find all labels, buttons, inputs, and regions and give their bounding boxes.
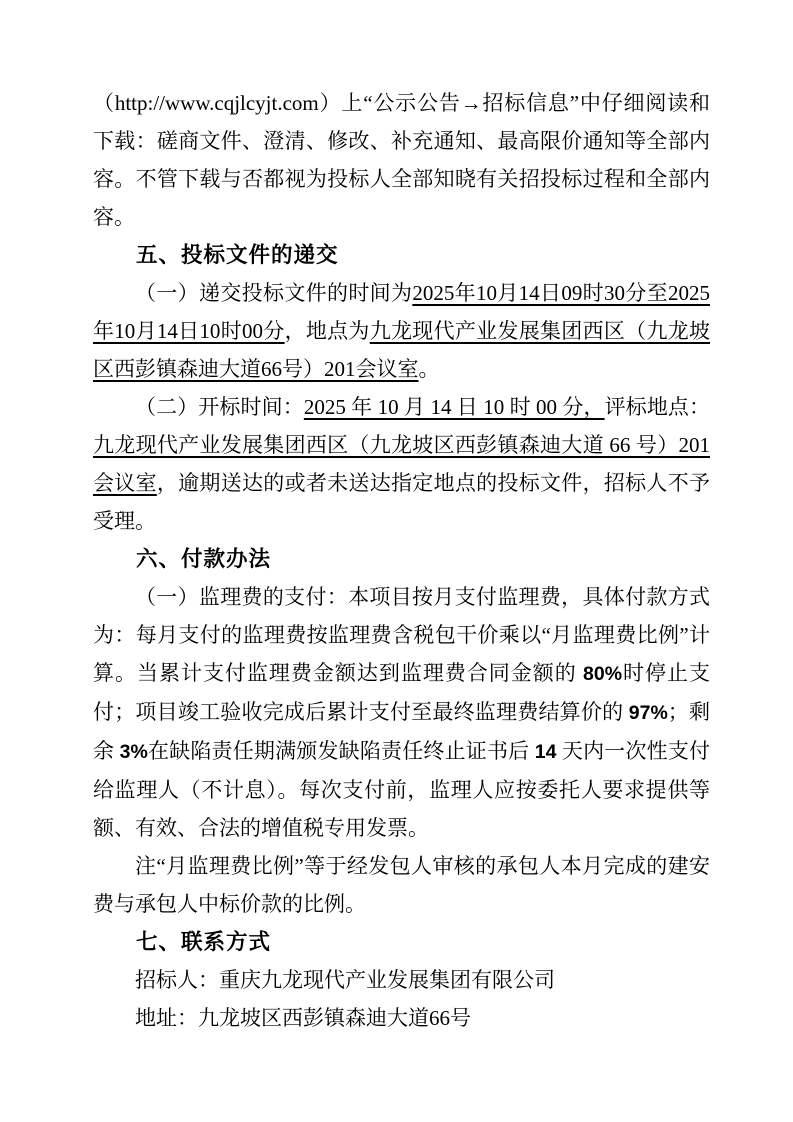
text-run: 天内一次性支付给监理人（不计息）。每次支付前，监理人应按委托人要求提供等额、有效、合法的增值税专用发票。 — [93, 739, 711, 840]
text-run: 注“月监理费比例”等于经发包人审核的承包人本月完成的建安费与承包人中标价款的比例。 — [93, 854, 710, 916]
text-run: ，地点为 — [284, 319, 370, 343]
paragraph — [93, 961, 710, 999]
text-run: 14 — [534, 741, 557, 763]
text-run: 地址：九龙坡区西彭镇森迪大道66号 — [135, 1006, 471, 1030]
text-run: （http://www.cqjlcyjt.com）上“公示公告→招标信息”中仔细阅读和下载：磋商文件、澄清、修改、补充通知、最高限价通知等全部内容。不管下载与否都视为投标人全部知晓有关招投标过程和全部内容。 — [93, 91, 710, 229]
paragraph — [93, 999, 710, 1037]
text-run: 在缺陷责任期满颁发缺陷责任终止证书后 — [147, 739, 535, 763]
text-run: 七、联系方式 — [136, 930, 272, 954]
text-run: （一）监理费的支付：本项目按月支付监理费，具体付款方式为：每月支付的监理费按监理费含税包干价乘以“月监理费比例”计算。当累计支付监理费金额达到监理费合同金额的 — [93, 585, 710, 685]
paragraph — [93, 84, 710, 236]
underlined-text-run: 九龙现代产业发展集团西区（九龙坡区西彭镇森迪大道66号）201会议室 — [93, 319, 711, 381]
section-heading — [93, 236, 710, 274]
text-run: 六、付款办法 — [136, 547, 272, 571]
underlined-text-run: 2025 年 10 月 14 日 10 时 00 分， — [303, 395, 605, 419]
document-body — [93, 84, 710, 1037]
paragraph — [93, 847, 710, 923]
text-run: 五、投标文件的递交 — [136, 243, 339, 267]
paragraph — [93, 274, 710, 388]
text-run: 时停止支付；项目竣工验收完成后累计支付至最终监理费结算价的 — [93, 661, 711, 724]
text-run: 。 — [418, 357, 440, 381]
text-run: （二）开标时间： — [135, 395, 304, 419]
text-run: （一）递交投标文件的时间为 — [135, 281, 413, 305]
underlined-text-run: 九龙现代产业发展集团西区（九龙坡区西彭镇森迪大道 66 号）201会议室 — [93, 433, 710, 495]
paragraph — [93, 578, 710, 847]
text-run: ，逾期送达的或者未送达指定地点的投标文件，招标人不予受理。 — [93, 471, 710, 533]
paragraph — [93, 388, 710, 540]
text-run: 评标地点： — [604, 395, 711, 419]
underlined-text-run: 2025年10月14日09时30分至2025年10月14日10时00分 — [93, 281, 711, 343]
text-run: 招标人：重庆九龙现代产业发展集团有限公司 — [135, 968, 555, 992]
section-heading — [93, 923, 710, 961]
text-run: 3% — [119, 741, 148, 763]
section-heading — [93, 540, 710, 578]
text-run: ；剩余 — [93, 700, 711, 763]
text-run: 97% — [628, 702, 668, 724]
text-run: 80% — [583, 663, 623, 685]
